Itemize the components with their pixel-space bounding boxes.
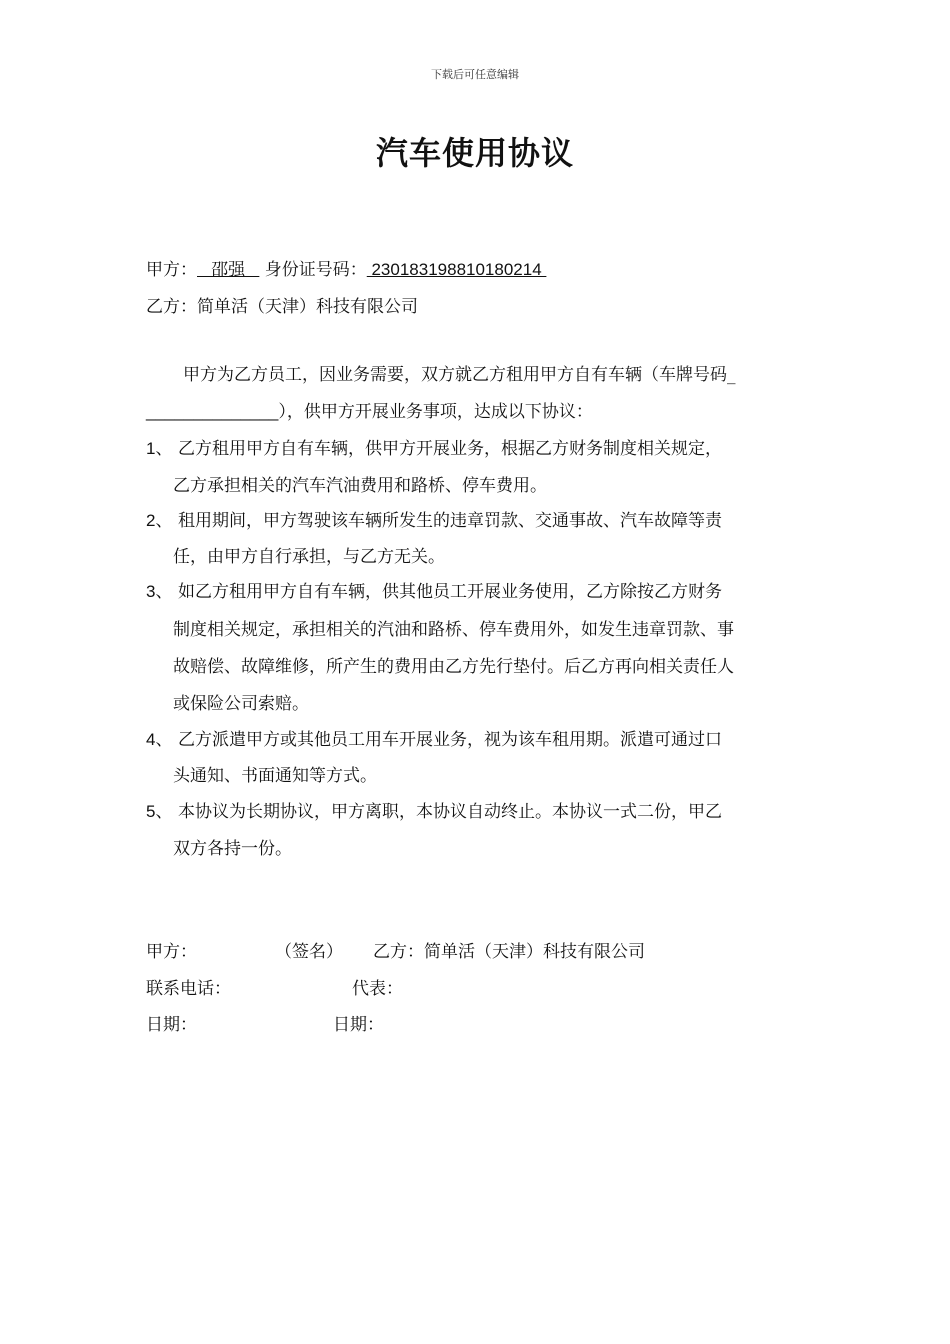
clause-number: 5、 — [146, 802, 173, 821]
clause-line: 乙方租用甲方自有车辆，供甲方开展业务，根据乙方财务制度相关规定， — [178, 439, 722, 459]
clause-line: 租用期间，甲方驾驶该车辆所发生的违章罚款、交通事故、汽车故障等责 — [178, 511, 722, 531]
clause-number: 1、 — [146, 439, 173, 458]
sign-date-a-label: 日期： — [146, 1015, 197, 1035]
clause-number: 4、 — [146, 730, 173, 749]
intro-line-1: 甲方为乙方员工，因业务需要，双方就乙方租用甲方自有车辆（车牌号码_ — [183, 365, 736, 385]
document-title: 汽车使用协议 — [375, 134, 574, 172]
sign-party-a-signature-hint: （签名） — [275, 942, 343, 962]
intro-line-2-text: ），供甲方开展业务事项，达成以下协议： — [278, 402, 593, 422]
plate-blank: ______________ — [146, 402, 279, 421]
clause-line: 头通知、书面通知等方式。 — [173, 766, 377, 786]
clause-line: 乙方派遣甲方或其他员工用车开展业务，视为该车租用期。派遣可通过口 — [178, 730, 722, 750]
party-a-name: 邵强 — [197, 260, 260, 279]
clause-line: 乙方承担相关的汽车汽油费用和路桥、停车费用。 — [173, 476, 547, 496]
sign-party-b-label: 乙方：简单活（天津）科技有限公司 — [373, 942, 645, 962]
id-number-label: 身份证号码： — [259, 260, 367, 280]
sign-date-b-label: 日期： — [333, 1015, 384, 1035]
clause-line: 故赔偿、故障维修，所产生的费用由乙方先行垫付。后乙方再向相关责任人 — [173, 657, 734, 677]
clause-number: 3、 — [146, 582, 173, 601]
clause-line: 本协议为长期协议，甲方离职，本协议自动终止。本协议一式二份，甲乙 — [178, 802, 722, 822]
intro-line-2 — [146, 401, 593, 423]
sign-party-a-label: 甲方： — [146, 942, 197, 962]
clause-number: 2、 — [146, 511, 173, 530]
sign-representative-label: 代表： — [352, 979, 403, 999]
clause-line: 或保险公司索赔。 — [173, 694, 309, 714]
id-number-value: 230183198810180214 — [366, 260, 547, 279]
clause-line: 双方各持一份。 — [173, 839, 292, 859]
sign-phone-label: 联系电话： — [146, 979, 231, 999]
clause-line: 任，由甲方自行承担，与乙方无关。 — [173, 547, 445, 567]
party-b-line: 乙方：简单活（天津）科技有限公司 — [146, 297, 418, 317]
clause-line: 如乙方租用甲方自有车辆，供其他员工开展业务使用，乙方除按乙方财务 — [178, 582, 722, 602]
header-note: 下载后可任意编辑 — [431, 68, 519, 81]
clause-line: 制度相关规定，承担相关的汽油和路桥、停车费用外，如发生违章罚款、事 — [173, 620, 734, 640]
party-a-label: 甲方： — [146, 260, 197, 280]
party-a-line — [146, 259, 546, 281]
